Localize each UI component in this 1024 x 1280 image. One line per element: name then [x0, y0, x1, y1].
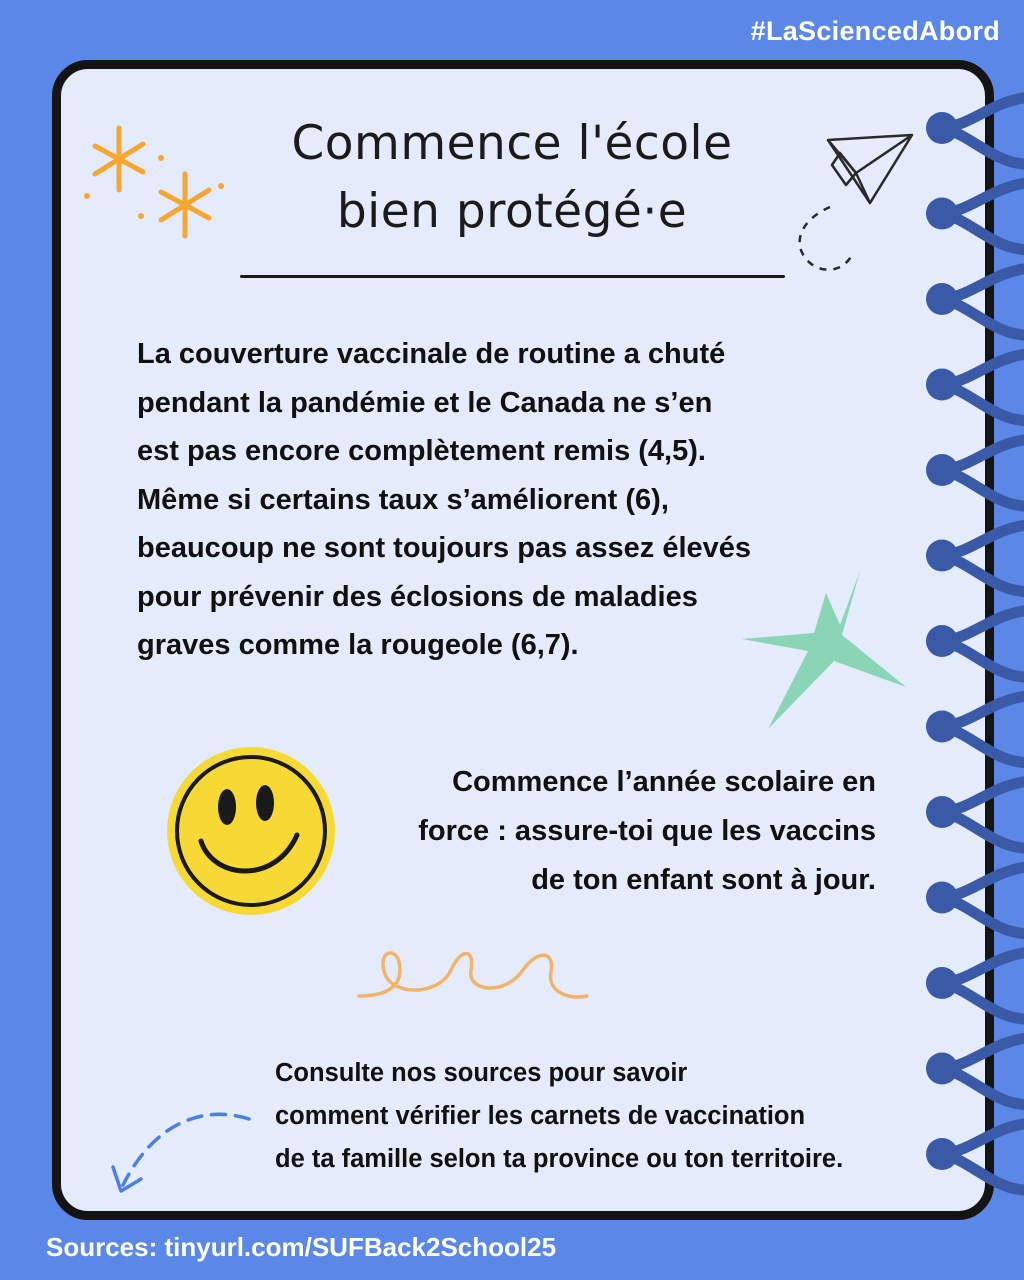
consult-line: comment vérifier les carnets de vaccination	[275, 1102, 806, 1130]
sources-link[interactable]: Sources: tinyurl.com/SUFBack2School25	[46, 1232, 557, 1262]
spiral-ring	[942, 440, 1024, 506]
spiral-ring	[942, 269, 1024, 335]
spiral-ring	[942, 611, 1024, 677]
smiley-face-icon	[165, 745, 337, 917]
spiral-ring	[942, 782, 1024, 848]
cta-text	[418, 758, 876, 905]
consult-line: de ta famille selon ta province ou ton territoire.	[275, 1145, 844, 1173]
dashed-arrow-icon	[105, 1105, 255, 1200]
spiral-ring	[942, 953, 1024, 1019]
cta-line: force : assure-toi que les vaccins	[418, 815, 876, 847]
body-line: est pas encore complètement remis (4,5).	[137, 435, 706, 467]
cta-line: Commence l’année scolaire en	[452, 766, 876, 798]
body-line: graves comme la rougeole (6,7).	[137, 629, 579, 661]
spiral-ring	[942, 355, 1024, 421]
hashtag: #LaSciencedAbord	[750, 16, 1000, 46]
spiral-ring	[942, 697, 1024, 763]
spiral-ring	[942, 1124, 1024, 1190]
green-star-icon	[738, 565, 910, 735]
spiral-ring	[942, 868, 1024, 934]
spiral-ring	[942, 1039, 1024, 1105]
squiggle-doodle	[355, 940, 595, 1010]
spiral-ring	[942, 526, 1024, 592]
body-line: pour prévenir des éclosions de maladies	[137, 580, 698, 613]
title-line-2: bien protégé·e	[336, 184, 688, 239]
body-paragraph	[137, 330, 837, 670]
body-line: La couverture vaccinale de routine a chuté	[137, 338, 726, 370]
title-line-1: Commence l'école	[291, 116, 733, 171]
consult-line: Consulte nos sources pour savoir	[275, 1059, 688, 1087]
title-underline	[240, 275, 785, 278]
cta-line: de ton enfant sont à jour.	[531, 864, 876, 896]
consult-text	[275, 1052, 843, 1181]
body-line: pendant la pandémie et le Canada ne s’en	[137, 386, 713, 419]
body-line: Même si certains taux s’améliorent (6),	[137, 483, 669, 516]
body-line: beaucoup ne sont toujours pas assez élevés	[137, 532, 752, 564]
